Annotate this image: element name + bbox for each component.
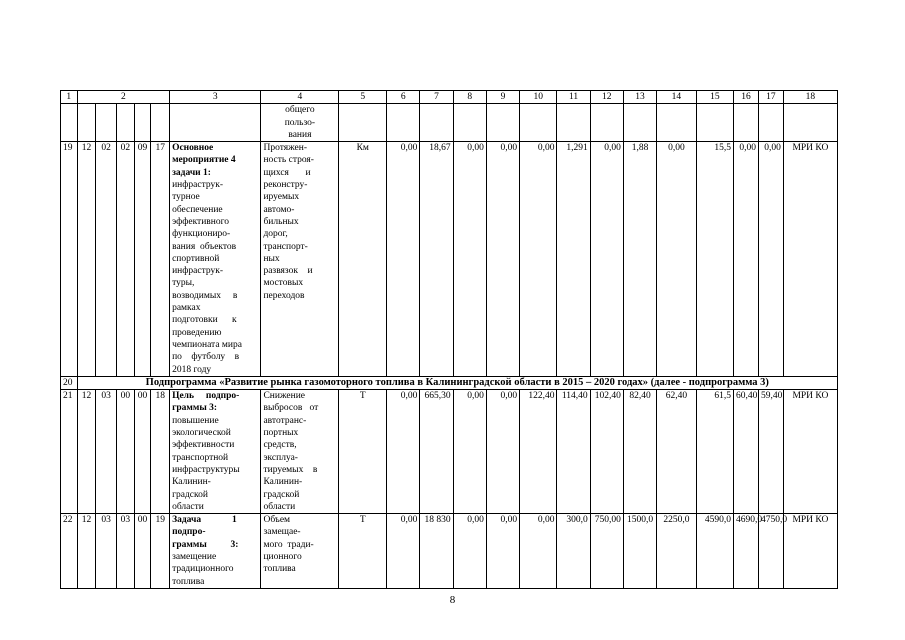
header-row [61,91,838,104]
indicator-cell: Протяжен- ность строя- щихся и реконстру- ируемых автомо- бильных дорог, транспорт- ных развязок и мостовых переходов [261,142,339,377]
header-cell: 15 [696,91,733,104]
header-cell: 12 [590,91,623,104]
indicators-table [60,90,838,589]
subprogram-title: Подпрограмма «Развитие рынка газомоторного топлива в Калининградской области в 2015 – 2020 годах» (далее - подпрограмма 3) [77,376,837,389]
header-cell: 7 [420,91,453,104]
table-row-continuation [61,104,838,142]
indicator-cell: общего пользо- вания [261,104,339,142]
measure-name-cell: Задача 1 подпро- граммы 3: замещение традиционного топлива [170,514,261,589]
header-cell: 13 [623,91,656,104]
table-row-19: 19 12 02 02 09 17 Основное мероприятие 4 задачи 1: инфраструк- турное обеспечение эффективного функциониро- вания объектов спортивной инфраструк- туры, возводимых в рамках подготовки к проведению чемпионата мира по футболу в 2018 году Протяжен- ность строя- щихся и реконстру- ируемых автомо- бильных дорог, транспорт- ных развязок и мостовых переходов Км 0,00 18,67 0,00 0,00 0,00 1,291 0,00 1,88 0,00 15,5 0,00 0,00 МРИ КО [61,142,838,377]
header-cell: 14 [657,91,696,104]
header-cell: 1 [61,91,78,104]
header-cell: 16 [734,91,759,104]
header-cell: 18 [783,91,837,104]
responsible-cell: МРИ КО [783,142,837,377]
responsible-cell: МРИ КО [783,514,837,589]
header-cell: 9 [486,91,519,104]
header-cell: 3 [170,91,261,104]
page-number: 8 [449,594,456,606]
header-cell: 10 [520,91,557,104]
indicator-cell: Снижение выбросов от автотранс- портных средств, эксплуа- тируемых в Калинин- градской области [261,390,339,514]
header-cell: 8 [453,91,486,104]
unit-cell: Т [339,514,387,589]
table-row-22: 22 12 03 03 00 19 Задача 1 подпро- граммы 3: замещение традиционного топлива Объем замещае- мого тради- ционного топлива Т 0,00 18 830 0,00 0,00 0,00 300,0 750,00 1500,0 2250,0 4590,0 4690,0 4750,0 МРИ КО [61,514,838,589]
header-cell: 11 [557,91,590,104]
header-cell: 2 [77,91,169,104]
unit-cell: Км [339,142,387,377]
measure-name-cell: Цель подпро- граммы 3: повышение экологической эффективности транспортной инфраструктуры Калинин- градской области [170,390,261,514]
header-cell: 17 [758,91,783,104]
header-cell: 4 [261,91,339,104]
header-cell: 5 [339,91,387,104]
section-row-20: 20 Подпрограмма «Развитие рынка газомоторного топлива в Калининградской области в 2015 – 2020 годах» (далее - подпрограмма 3) [61,376,838,389]
header-cell: 6 [387,91,420,104]
unit-cell: Т [339,390,387,514]
indicator-cell: Объем замещае- мого тради- ционного топлива [261,514,339,589]
responsible-cell: МРИ КО [783,390,837,514]
measure-name-cell: Основное мероприятие 4 задачи 1: инфраструк- турное обеспечение эффективного функциониро- вания объектов спортивной инфраструк- туры, возводимых в рамках подготовки к проведению чемпионата мира по футболу в 2018 году [170,142,261,377]
table-row-21: 21 12 03 00 00 18 Цель подпро- граммы 3: повышение экологической эффективности транспортной инфраструктуры Калинин- градской области Снижение выбросов от автотранс- портных средств, эксплуа- тируемых в Калинин- градской области Т 0,00 665,30 0,00 0,00 122,40 114,40 102,40 82,40 62,40 61,5 60,40 59,40 МРИ КО [61,390,838,514]
